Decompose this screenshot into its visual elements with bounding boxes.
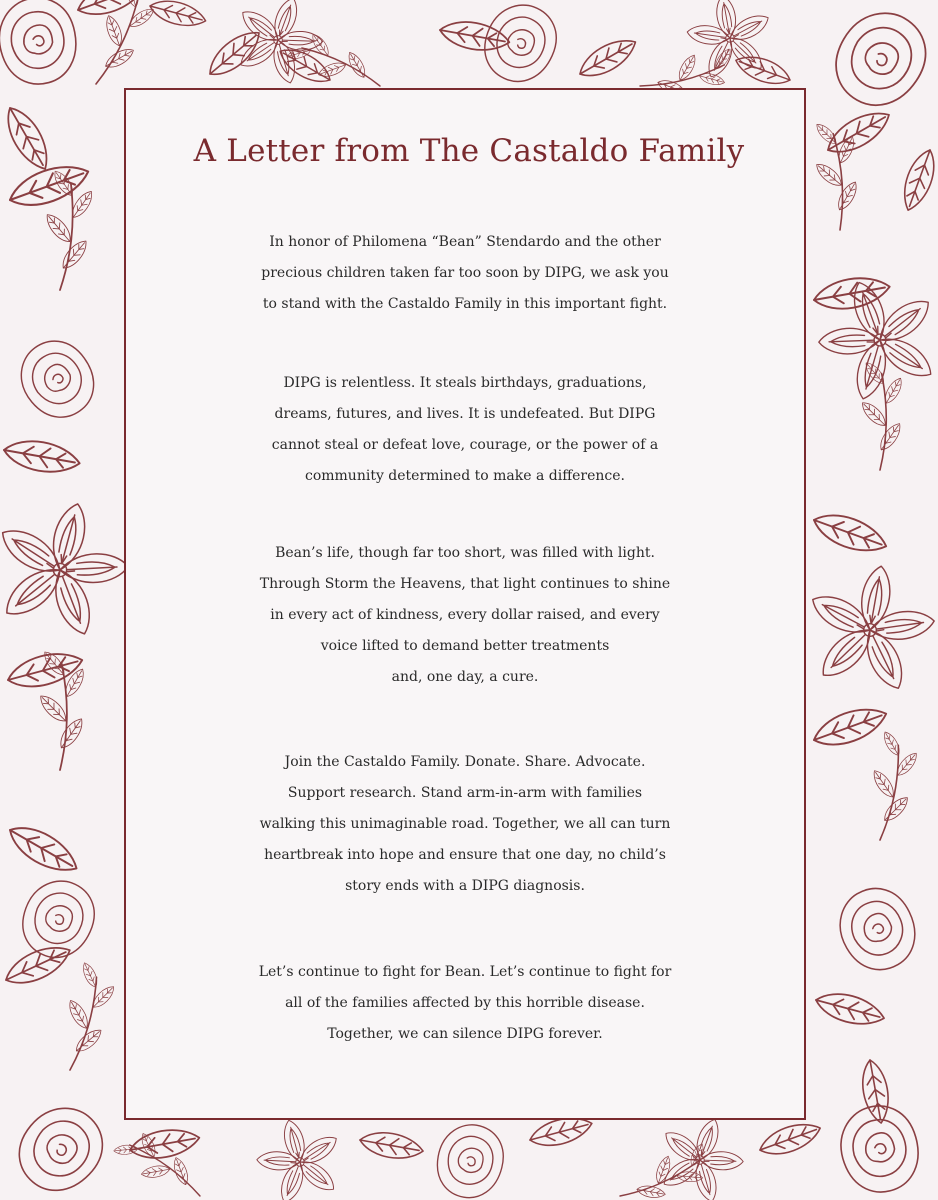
paragraph-line: voice lifted to demand better treatments xyxy=(320,638,610,654)
paragraph-line: heartbreak into hope and ensure that one day, no child’s xyxy=(264,847,666,863)
paragraph-line: community determined to make a difference. xyxy=(304,468,626,484)
paragraph-line: cannot steal or defeat love, courage, or the power of a xyxy=(271,437,659,453)
paragraph-line: all of the families affected by this horrible disease. xyxy=(285,995,645,1011)
paragraph-line: DIPG is relentless. It steals birthdays, graduations, xyxy=(283,375,647,391)
letter-paragraph-2 xyxy=(124,368,806,492)
paragraph-line: precious children taken far too soon by DIPG, we ask you xyxy=(261,265,669,281)
paragraph-line: Together, we can silence DIPG forever. xyxy=(327,1026,603,1042)
letter-paragraph-4 xyxy=(124,747,806,902)
paragraph-line: In honor of Philomena “Bean” Stendardo and the other xyxy=(269,234,661,250)
letter-paragraph-1 xyxy=(124,227,806,320)
paragraph-line: Let’s continue to fight for Bean. Let’s continue to fight for xyxy=(258,964,672,980)
paragraph-line: in every act of kindness, every dollar raised, and every xyxy=(270,607,660,623)
paragraph-line: Bean’s life, though far too short, was filled with light. xyxy=(275,545,655,561)
paragraph-line: story ends with a DIPG diagnosis. xyxy=(345,878,585,894)
paragraph-line: to stand with the Castaldo Family in this important fight. xyxy=(262,296,668,312)
letter-paragraph-3 xyxy=(124,538,806,693)
letter-title: A Letter from The Castaldo Family xyxy=(193,133,745,169)
paragraph-line: and, one day, a cure. xyxy=(391,669,539,685)
letter-paragraph-5 xyxy=(124,957,806,1050)
paragraph-line: Through Storm the Heavens, that light continues to shine xyxy=(259,576,671,592)
paragraph-line: walking this unimaginable road. Together, we all can turn xyxy=(259,816,671,832)
paragraph-line: Support research. Stand arm-in-arm with families xyxy=(287,785,643,801)
paragraph-line: dreams, futures, and lives. It is undefeated. But DIPG xyxy=(274,406,656,422)
paragraph-line: Join the Castaldo Family. Donate. Share. Advocate. xyxy=(284,754,646,770)
